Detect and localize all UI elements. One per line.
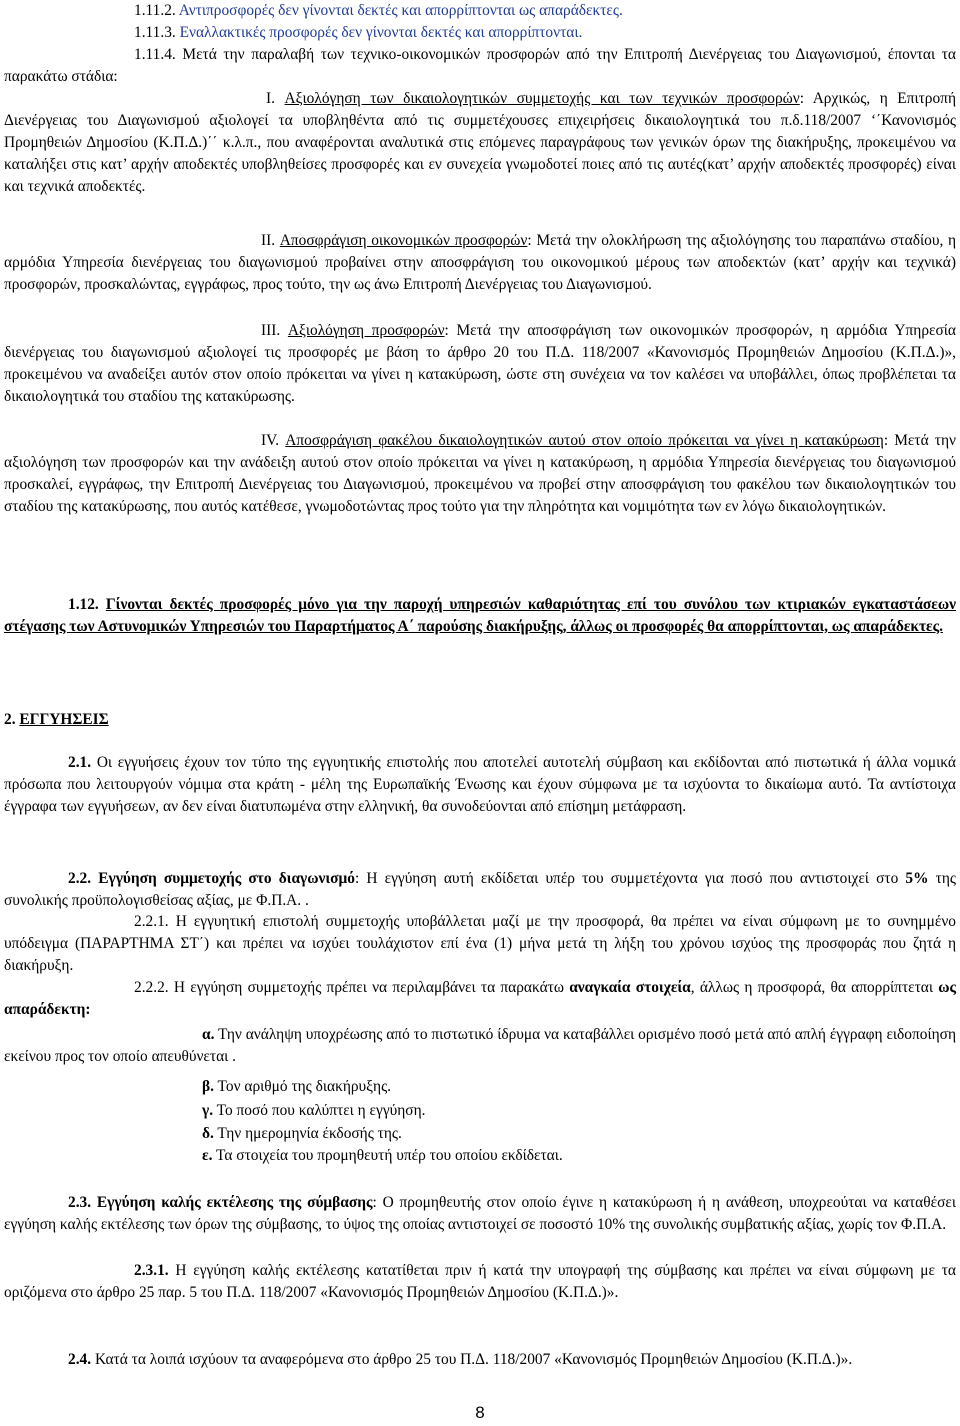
stage-4-paragraph bbox=[4, 430, 956, 518]
section-number: 2.2.2. bbox=[134, 979, 169, 996]
section-number: 2.1. bbox=[68, 754, 92, 771]
item-text: Τα στοιχεία του προμηθευτή υπέρ του οποίου εκδίδεται. bbox=[216, 1147, 563, 1164]
list-item bbox=[202, 1076, 956, 1098]
percent-value: 5% bbox=[905, 870, 929, 887]
paragraph-2-2 bbox=[4, 868, 956, 912]
paragraph-2-4 bbox=[4, 1349, 956, 1371]
paragraph-2-3 bbox=[4, 1192, 956, 1236]
section-number: 1.11.4. bbox=[134, 46, 176, 63]
section-title: ΕΓΓΥΗΣΕΙΣ bbox=[19, 711, 109, 728]
stage-number: III. bbox=[261, 322, 281, 339]
stage-number: IV. bbox=[261, 432, 280, 449]
stage-text: : Αρχικώς, η Επιτροπή Διενέργειας του Διαγωνισμού αξιολογεί τα υποβληθέντα από τις συμμετέχουσες επιχειρήσεις δικαιολογητικά του π.δ.118/2007 ‘΄Κανονισμός Προμηθειών Δημοσίου (Κ.Π.Δ.)΄΄ κ.λ.π., που αναφέρονται αναλυτικά στις επόμενες παραγράφους των γενικών όρων της διακήρυξης, προκειμένου να καταλήξει στις κατ’ αρχήν αποδεκτές υποβληθείσες προσφορές και εν συνεχεία γνωμοδοτεί ποιες από τις αυτές(κατ’ αρχήν αποδεκτές προσφορές) είναι και τεχνικά αποδεκτές. bbox=[4, 90, 956, 195]
item-label: α. bbox=[202, 1026, 215, 1043]
item-label: ε. bbox=[202, 1147, 213, 1164]
section-2-heading bbox=[4, 709, 956, 731]
paragraph-1-12 bbox=[4, 594, 956, 638]
stage-title: Αποσφράγιση φακέλου δικαιολογητικών αυτού στον οποίο πρόκειται να γίνει η κατακύρωση bbox=[285, 432, 884, 449]
required-elements: αναγκαία στοιχεία bbox=[569, 979, 691, 996]
stage-2-paragraph bbox=[4, 230, 956, 296]
page-number: 8 bbox=[475, 1403, 485, 1422]
item-text: Το ποσό που καλύπτει η εγγύηση. bbox=[216, 1102, 426, 1119]
item-label: β. bbox=[202, 1078, 214, 1095]
section-number: 2.3.1. bbox=[134, 1262, 169, 1279]
section-number: 1.11.2. bbox=[134, 2, 176, 19]
paragraph-2-2-1 bbox=[4, 911, 956, 977]
paragraph-title: Εγγύηση συμμετοχής στο διαγωνισμό bbox=[98, 870, 355, 887]
paragraph-1-11-3 bbox=[134, 22, 954, 44]
paragraph-text: Η εγγύηση καλής εκτέλεσης κατατίθεται πριν ή κατά την υπογραφή της σύμβασης και πρέπει να είναι σύμφωνη με τα οριζόμενα στο άρθρο 25 παρ. 5 του Π.Δ. 118/2007 «Κανονισμός Προμηθειών Δημοσίου (Κ.Π.Δ.)». bbox=[4, 1262, 956, 1301]
stage-text: : Μετά την αποσφράγιση των οικονομικών προσφορών, η αρμόδια Υπηρεσία διενέργειας του διαγωνισμού αξιολογεί τις προσφορές με βάση το άρθρο 20 του Π.Δ. 118/2007 «Κανονισμός Προμηθειών Δημοσίου (Κ.Π.Δ.)», προκειμένου να αναδείξει αυτόν στον οποίο πρόκειται να γίνει η κατακύρωση, ώστε στη συνέχεια να τον καλέσει να υποβάλλει, όπως προβλέπεται τα δικαιολογητικά του σταδίου της κατακύρωσης. bbox=[4, 322, 956, 405]
rejection-note: ως απαράδεκτη: bbox=[4, 979, 956, 1018]
stage-title: Αξιολόγηση προσφορών bbox=[287, 322, 445, 339]
list-item bbox=[202, 1123, 956, 1145]
paragraph-2-2-2 bbox=[4, 977, 956, 1021]
list-item bbox=[202, 1145, 956, 1167]
section-number: 2. bbox=[4, 711, 16, 728]
item-label: γ. bbox=[202, 1102, 214, 1119]
list-item bbox=[4, 1024, 956, 1068]
paragraph-text: : Η εγγύηση αυτή εκδίδεται υπέρ του συμμετέχοντα για ποσό που αντιστοιχεί στο bbox=[354, 870, 906, 887]
section-number: 2.4. bbox=[68, 1351, 92, 1368]
item-label: δ. bbox=[202, 1125, 214, 1142]
section-number: 2.3. bbox=[68, 1194, 92, 1211]
paragraph-text: Η εγγυητική επιστολή συμμετοχής υποβάλλεται μαζί με την προσφορά, θα πρέπει να είναι σύμφωνη με το συνημμένο υπόδειγμα (ΠΑΡΑΡΤΗΜΑ ΣΤ΄) και πρέπει να ισχύει τουλάχιστον επί ένα (1) μήνα μετά τη λήξη του χρόνου ισχύος της προσφοράς που ζητά η διακήρυξη. bbox=[4, 913, 956, 974]
section-number: 2.2. bbox=[68, 870, 92, 887]
stage-title: Αποσφράγιση οικονομικών προσφορών bbox=[279, 232, 528, 249]
item-text: Την ημερομηνία έκδοσής της. bbox=[217, 1125, 402, 1142]
paragraph-2-3-1 bbox=[4, 1260, 956, 1304]
item-text: Την ανάληψη υποχρέωσης από το πιστωτικό ίδρυμα να καταβάλλει ορισμένο ποσό μετά από απλή έγγραφη ειδοποίηση εκείνου προς τον οποίο απευθύνεται . bbox=[4, 1026, 956, 1065]
stage-text: : Μετά την αξιολόγηση των προσφορών και την ανάδειξη αυτού στον οποίο πρόκειται να γίνει η κατακύρωση, η αρμόδια Υπηρεσία διενέργειας του διαγωνισμού προσκαλεί, εγγράφως, την Επιτροπή Διενέργειας του Διαγωνισμού, προκειμένου να προβεί στην αποσφράγιση του φακέλου των δικαιολογητικών του σταδίου της κατακύρωσης, που αυτός κατέθεσε, γνωμοδοτώντας προς τούτο για την πληρότητα και νομιμότητα των εν λόγω δικαιολογητικών. bbox=[4, 432, 956, 515]
paragraph-1-11-2 bbox=[134, 0, 954, 22]
paragraph-text: Μετά την παραλαβή των τεχνικο-οικονομικών προσφορών από την Επιτροπή Διενέργειας του Διαγωνισμού, έπονται τα παρακάτω στάδια: bbox=[4, 46, 956, 85]
paragraph-text: Εναλλακτικές προσφορές δεν γίνονται δεκτές και απορρίπτονται. bbox=[179, 24, 583, 41]
paragraph-text: Αντιπροσφορές δεν γίνονται δεκτές και απορρίπτονται ως απαράδεκτες. bbox=[178, 2, 623, 19]
paragraph-1-11-4 bbox=[4, 44, 956, 88]
paragraph-title: Εγγύηση καλής εκτέλεσης της σύμβασης bbox=[96, 1194, 373, 1211]
paragraph-text: Κατά τα λοιπά ισχύουν τα αναφερόμενα στο άρθρο 25 του Π.Δ. 118/2007 «Κανονισμός Προμηθειών Δημοσίου (Κ.Π.Δ.)». bbox=[94, 1351, 853, 1368]
section-number: 2.2.1. bbox=[134, 913, 169, 930]
paragraph-text: : Ο προμηθευτής στον οποίο έγινε η κατακύρωση ή η ανάθεση, υποχρεούται να καταθέσει εγγύηση καλής εκτέλεσης των όρων της σύμβασης, το ύψος της οποίας αντιστοιχεί σε ποσοστό 10% της συνολικής συμβατικής αξίας, χωρίς τον Φ.Π.Α. bbox=[4, 1194, 956, 1233]
stage-1-paragraph bbox=[4, 88, 956, 198]
section-number: 1.11.3. bbox=[134, 24, 176, 41]
paragraph-text-mid: , άλλως η προσφορά, θα απορρίπτεται bbox=[690, 979, 939, 996]
paragraph-text: Οι εγγυήσεις έχουν τον τύπο της εγγυητικής επιστολής που αποτελεί αυτοτελή σύμβαση και εκδίδονται από πιστωτικά ή άλλα νομικά πρόσωπα που λειτουργούν νόμιμα στα κράτη - μέλη της Ευρωπαϊκής Ένωσης και έχουν σύμφωνα με τα ισχύοντα το δικαίωμα αυτό. Τα αντίστοιχα έγγραφα των εγγυήσεων, αν δεν είναι διατυπωμένα στην ελληνική, θα συνοδεύονται από επίσημη μετάφραση. bbox=[4, 754, 956, 815]
stage-text: : Μετά την ολοκλήρωση της αξιολόγησης του παραπάνω σταδίου, η αρμόδια Υπηρεσία διενέργειας του διαγωνισμού προβαίνει στην αποσφράγιση του οικονομικού μέρους των αποδεκτών (κατ’ αρχήν και τεχνικά) προσφορών, προσκαλώντας, εγγράφως, προς τούτο, την ως άνω Επιτροπή Διενέργειας του Διαγωνισμού. bbox=[4, 232, 956, 293]
list-item bbox=[202, 1100, 956, 1122]
stage-number: I. bbox=[266, 90, 275, 107]
paragraph-text-end: της συνολικής προϋπολογισθείσας αξίας, με Φ.Π.Α. . bbox=[4, 870, 956, 909]
stage-3-paragraph bbox=[4, 320, 956, 408]
paragraph-text: Η εγγύηση συμμετοχής πρέπει να περιλαμβάνει τα παρακάτω bbox=[173, 979, 570, 996]
item-text: Τον αριθμό της διακήρυξης. bbox=[217, 1078, 392, 1095]
stage-title: Αξιολόγηση των δικαιολογητικών συμμετοχής και των τεχνικών προσφορών bbox=[284, 90, 800, 107]
stage-number: II. bbox=[261, 232, 276, 249]
paragraph-2-1 bbox=[4, 752, 956, 818]
paragraph-text: Γίνονται δεκτές προσφορές μόνο για την παροχή υπηρεσιών καθαριότητας επί του συνόλου των κτιριακών εγκαταστάσεων στέγασης των Αστυνομικών Υπηρεσιών του Παραρτήματος Α΄ παρούσης διακήρυξης, άλλως οι προσφορές θα απορρίπτονται, ως απαράδεκτες. bbox=[4, 596, 956, 635]
section-number: 1.12. bbox=[68, 596, 99, 613]
